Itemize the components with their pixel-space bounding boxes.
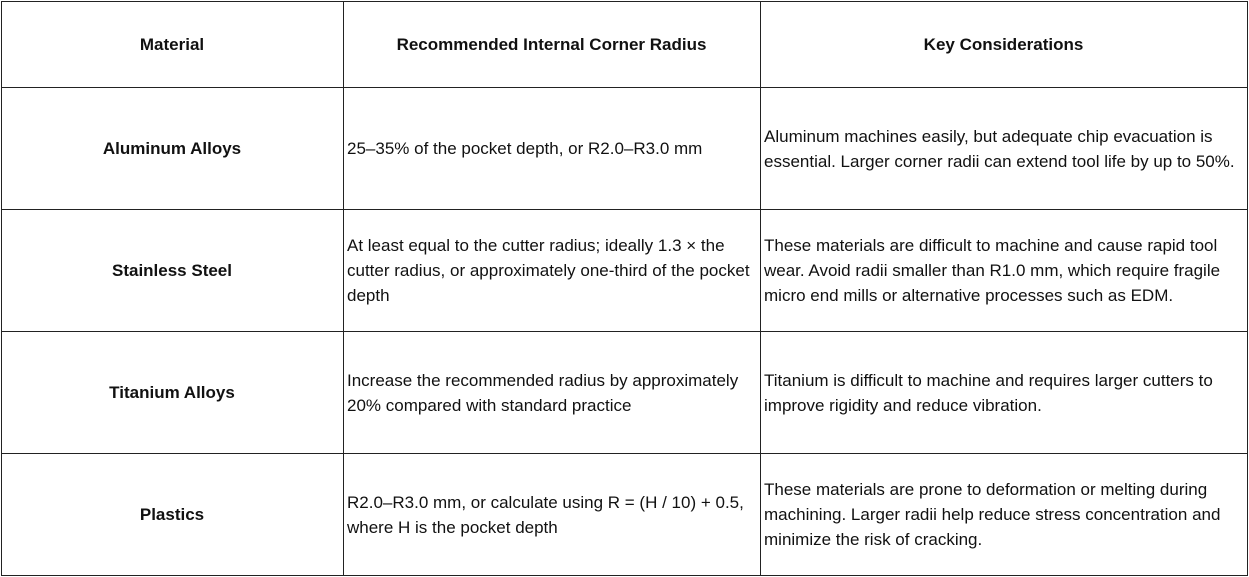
radius-cell: 25–35% of the pocket depth, or R2.0–R3.0 mm <box>344 88 761 210</box>
table-row <box>2 210 1248 332</box>
header-material: Material <box>2 2 344 88</box>
table-row <box>2 332 1248 454</box>
table-row <box>2 88 1248 210</box>
material-cell: Titanium Alloys <box>2 332 344 454</box>
considerations-cell: Aluminum machines easily, but adequate chip evacuation is essential. Larger corner radii can extend tool life by up to 50%. <box>761 88 1248 210</box>
header-considerations: Key Considerations <box>761 2 1248 88</box>
considerations-cell: These materials are prone to deformation or melting during machining. Larger radii help reduce stress concentration and minimize the risk of cracking. <box>761 454 1248 576</box>
material-cell: Stainless Steel <box>2 210 344 332</box>
radius-cell: Increase the recommended radius by approximately 20% compared with standard practice <box>344 332 761 454</box>
corner-radius-table <box>1 1 1248 576</box>
table-row <box>2 454 1248 576</box>
material-cell: Aluminum Alloys <box>2 88 344 210</box>
considerations-cell: Titanium is difficult to machine and requires larger cutters to improve rigidity and reduce vibration. <box>761 332 1248 454</box>
material-cell: Plastics <box>2 454 344 576</box>
radius-cell: R2.0–R3.0 mm, or calculate using R = (H / 10) + 0.5, where H is the pocket depth <box>344 454 761 576</box>
considerations-cell: These materials are difficult to machine and cause rapid tool wear. Avoid radii smaller than R1.0 mm, which require fragile micro end mills or alternative processes such as EDM. <box>761 210 1248 332</box>
radius-cell: At least equal to the cutter radius; ideally 1.3 × the cutter radius, or approximately one-third of the pocket depth <box>344 210 761 332</box>
table-header-row <box>2 2 1248 88</box>
header-radius: Recommended Internal Corner Radius <box>344 2 761 88</box>
